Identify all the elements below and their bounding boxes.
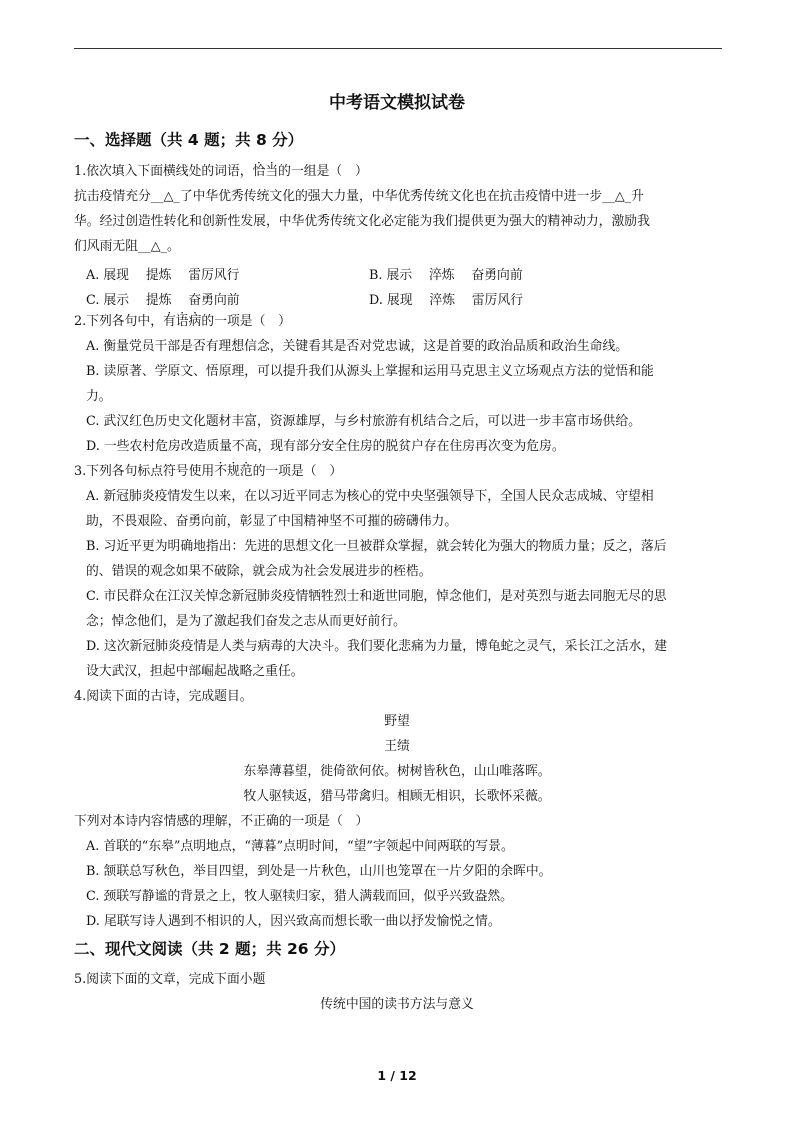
question-5-stem: 5.阅读下面的文章，完成下面小题 xyxy=(74,972,266,987)
emphasis-char: 有 xyxy=(163,314,176,329)
question-4-stem: 4.阅读下面的古诗，完成题目。 xyxy=(74,689,253,704)
emphasis-char: 当 xyxy=(265,164,279,179)
question-3-option-d-cont: 设大武汉，担起中部崛起战略之重任。 xyxy=(86,664,304,679)
stem-text: 2.下列各句中， xyxy=(74,314,163,329)
section-heading-reading: 二、现代文阅读（共 2 题；共 26 分） xyxy=(74,940,345,958)
question-1-option-c: C. 展示 提炼 奋勇向前 xyxy=(86,293,240,308)
question-2-stem xyxy=(74,314,291,330)
question-1-stem xyxy=(74,164,368,180)
question-3-option-d: D. 这次新冠肺炎疫情是人类与病毒的大决斗。我们要化悲痛为力量，博龟蛇之灵气，采长江之活水，建 xyxy=(86,639,668,654)
article-title: 传统中国的读书方法与意义 xyxy=(320,997,474,1012)
stem-text: 的一项是（ ） xyxy=(252,464,343,479)
question-3-option-a-cont: 助，不畏艰险、奋勇向前，彰显了中国精神坚不可摧的磅礴伟力。 xyxy=(86,514,458,529)
question-1-option-b: B. 展示 淬炼 奋勇向前 xyxy=(369,268,523,283)
question-3-option-b-cont: 的、错误的观念如果不破除，就会成为社会发展进步的桎梏。 xyxy=(86,564,432,579)
question-4-option-c: C. 颈联写静谧的背景之上，牧人驱犊归家，猎人满载而回，似乎兴致盎然。 xyxy=(86,889,513,904)
question-3-option-b: B. 习近平更为明确地指出：先进的思想文化一旦被群众掌握，就会转化为强大的物质力量；反之，落后 xyxy=(86,539,667,554)
emphasis-char: 规 xyxy=(226,464,240,479)
stem-text: 3.下列各句标点符号使用 xyxy=(74,464,215,479)
header-rule xyxy=(74,48,722,49)
emphasis-char: 语 xyxy=(175,314,189,329)
question-2-option-a: A. 衡量党员干部是否有理想信念，关键看其是否对党忠诚，这是首要的政治品质和政治生命线。 xyxy=(86,339,629,354)
emphasis-char: 病 xyxy=(188,314,202,329)
question-2-option-d: D. 一些农村危房改造质量不高，现有部分安全住房的脱贫户存在住房再次变为危房。 xyxy=(86,439,565,454)
question-1-passage-line: 华。经过创造性转化和创新性发展，中华优秀传统文化必定能为我们提供更为强大的精神动力，激励我 xyxy=(74,214,650,229)
stem-text: 的一组是（ ） xyxy=(278,164,368,179)
question-3-option-c: C. 市民群众在江汉关悼念新冠肺炎疫情牺牲烈士和逝世同胞，悼念他们，是对英烈与逝去同胞无尽的思 xyxy=(86,589,667,604)
page-title: 中考语文模拟试卷 xyxy=(329,93,465,113)
stem-text: 1.依次填入下面横线处的词语， xyxy=(74,164,253,179)
question-1-passage-line: 们风雨无阻__△_。 xyxy=(74,239,180,254)
page-number: 1 / 12 xyxy=(377,1068,417,1083)
poem-line: 牧人驱犊返，猎马带禽归。相顾无相识，长歌怀采薇。 xyxy=(243,789,551,804)
question-3-stem xyxy=(74,464,342,480)
question-1-option-a: A. 展现 提炼 雷厉风行 xyxy=(86,268,240,283)
emphasis-char: 不 xyxy=(214,464,227,479)
emphasis-char: 范 xyxy=(239,464,253,479)
question-4-option-b: B. 颔联总写秋色，举目四望，到处是一片秋色，山川也笼罩在一片夕阳的余晖中。 xyxy=(86,864,552,879)
question-3-option-a: A. 新冠肺炎疫情发生以来，在以习近平同志为核心的党中央坚强领导下，全国人民众志成城、守望相 xyxy=(86,489,654,504)
question-4-option-a: A. 首联的“东皋”点明地点，“薄暮”点明时间，“望”字领起中间两联的写景。 xyxy=(86,839,514,854)
stem-text: 的一项是（ ） xyxy=(201,314,291,329)
question-2-option-b-cont: 力。 xyxy=(86,389,112,404)
poem-title: 野望 xyxy=(384,714,410,729)
poem-line: 东皋薄暮望，徙倚欲何依。树树皆秋色，山山唯落晖。 xyxy=(243,764,551,779)
question-2-option-c: C. 武汉红色历史文化题材丰富，资源雄厚，与乡村旅游有机结合之后，可以进一步丰富市场供给。 xyxy=(86,414,641,429)
emphasis-char: 恰 xyxy=(252,164,266,179)
question-2-option-b: B. 读原著、学原文、悟原理，可以提升我们从源头上掌握和运用马克思主义立场观点方法的觉悟和能 xyxy=(86,364,654,379)
question-4-prompt: 下列对本诗内容情感的理解，不正确的一项是（ ） xyxy=(74,814,369,829)
question-1-passage-line: 抗击疫情充分__△_了中华优秀传统文化的强大力量，中华优秀传统文化也在抗击疫情中进一步__△_升 xyxy=(74,189,644,204)
section-heading-choice: 一、选择题（共 4 题；共 8 分） xyxy=(74,131,304,149)
poem-author: 王绩 xyxy=(384,739,410,754)
question-4-option-d: D. 尾联写诗人遇到不相识的人，因兴致高而想长歌一曲以抒发愉悦之情。 xyxy=(86,914,501,929)
question-3-option-c-cont: 念；悼念他们，是为了激起我们奋发之志从而更好前行。 xyxy=(86,614,406,629)
question-1-option-d: D. 展现 淬炼 雷厉风行 xyxy=(369,293,524,308)
